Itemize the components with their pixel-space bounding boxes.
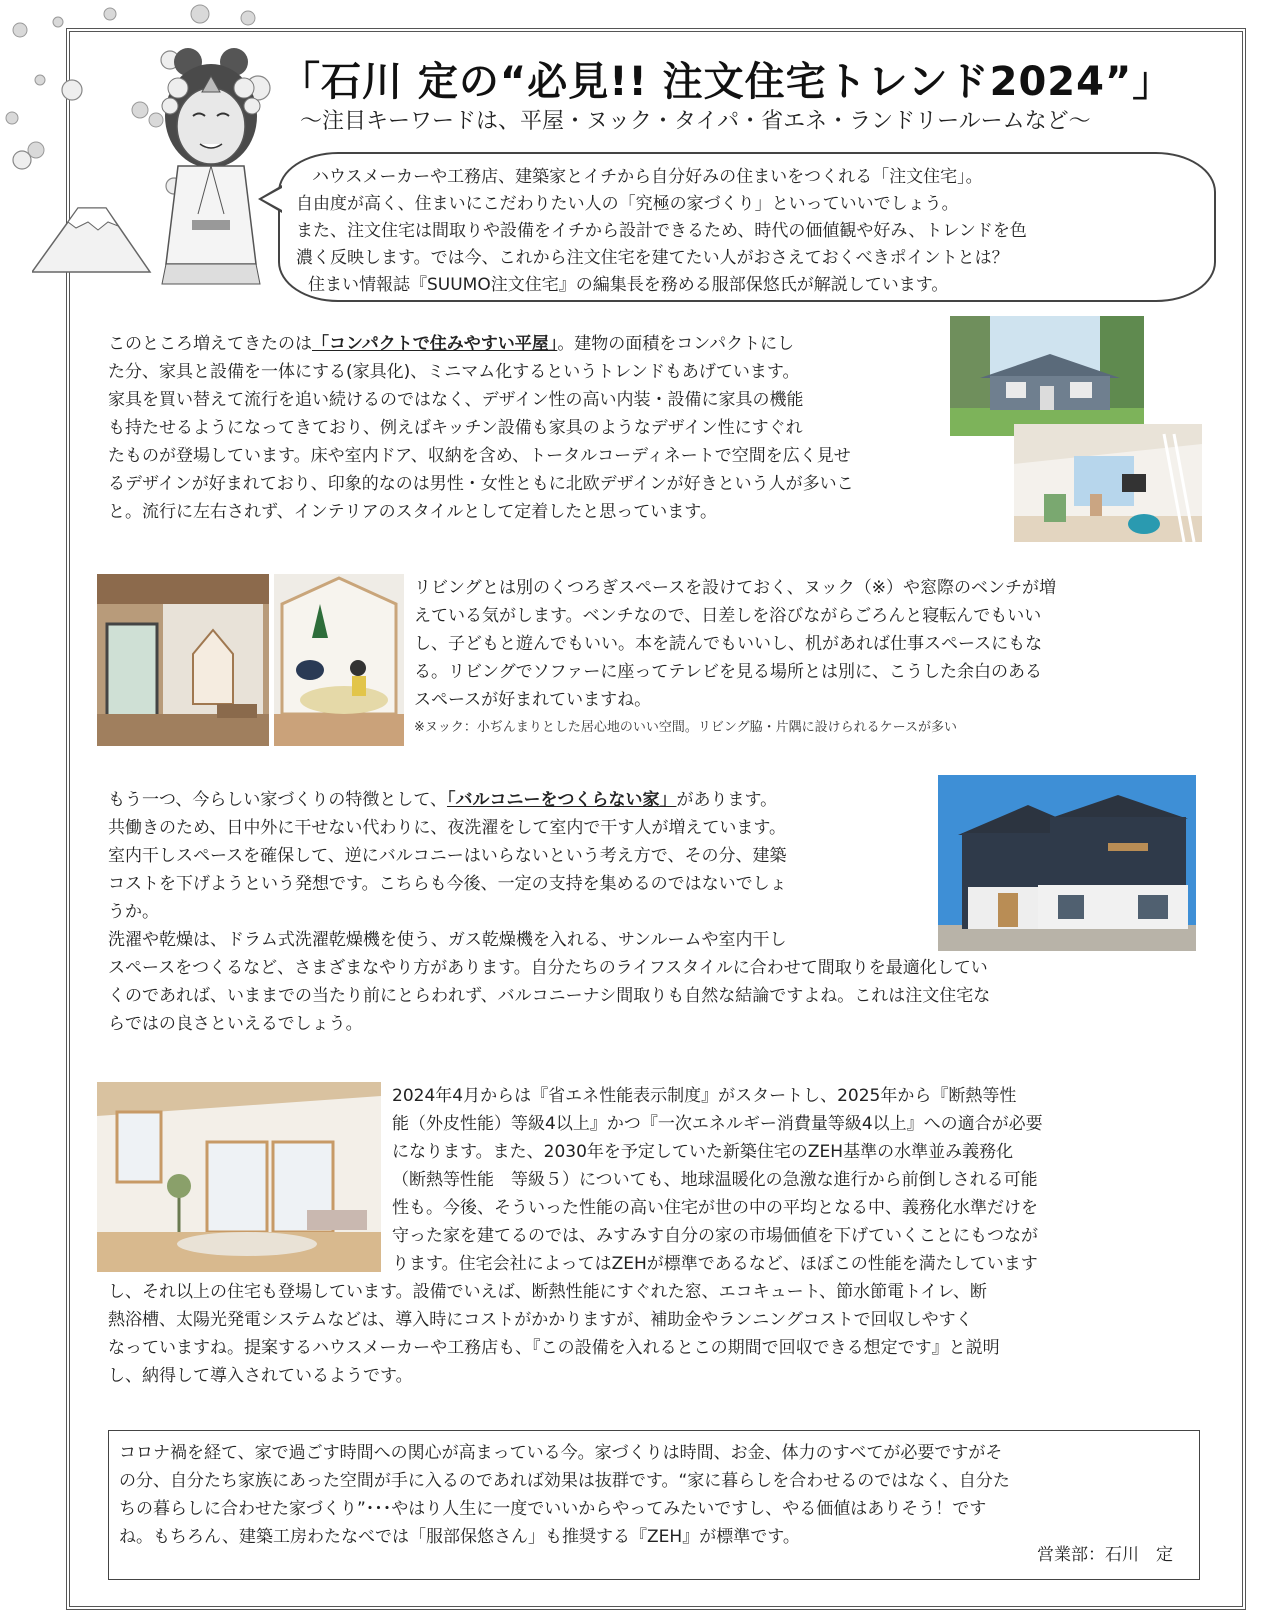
photo-kids-nook <box>274 574 404 746</box>
photo-bright-interior <box>97 1082 381 1272</box>
closing-message: コロナ禍を経て、家で過ごす時間への関心が高まっている今。家づくりは時間、お金、体力のすべてが必要ですがそ の分、自分たち家族にあった空間が手に入るのであれば効果は抜群です。“家に暮らしを合わせるのではなく、自分た ちの暮らしに合わせた家づくり”･･･やはり人生に一度でいいからやってみたいですし、やる価値はありそう！です ね。もちろん、建築工房わたなべでは「服部保悠さん」も推奨する『ZEH』が標準です。 営業部：石川 定 <box>108 1430 1200 1580</box>
section-nook: リビングとは別のくつろぎスペースを設けておく、ヌック（※）や窓際のベンチが増 えている気がします。ベンチなので、日差しを浴びながらごろんと寝転んでもいい し、子どもと遊んでもいい。本を読んでもいいし、机があれば仕事スペースにもな る。リビングでソファーに座ってテレビを見る場所とは別に、こうした余白のある スペースが好まれていますね。 ※ヌック：小ぢんまりとした居心地のいい空間。リビング脇・片隅に設けられるケースが多い <box>414 574 1194 742</box>
page-subtitle: ～注目キーワードは、平屋・ヌック・タイパ・省エネ・ランドリールームなど～ <box>300 109 1091 134</box>
photo-nook-room <box>97 574 269 746</box>
highlight-compact-house: 「コンパクトで住みやすい平屋」 <box>312 334 558 354</box>
photo-single-story-house <box>950 316 1144 436</box>
section-energy-saving: 2024年4月からは『省エネ性能表示制度』がスタートし、2025年から『断熱等性 能（外皮性能）等級4以上』かつ『一次エネルギー消費量等級4以上』への適合が必要 になります。また、2030年を予定していた新築住宅のZEH基準の水準並み義務化 （断熱等性能 等級５）についても、地球温暖化の急激な進行から前倒しされる可能 性も。今後、そういった性能の高い住宅が世の中の平均となる中、義務化水準だけを 守った家を建てるのでは、みすみす自分の家の市場価値を下げていくことにもつなが ります。住宅会社によってはZEHが標準であるなど、ほぼこの性能を満たしています <box>392 1086 1043 1274</box>
mount-fuji-icon <box>32 196 152 276</box>
intro-text: ハウスメーカーや工務店、建築家とイチから自分好みの住まいをつくれる「注文住宅」。 自由度が高く、住まいにこだわりたい人の「究極の家づくり」といっていいでしょう。 また、注文住宅は間取りや設備をイチから設計できるため、時代の価値観や好み、トレンドを色 濃く反映します。では今、これから注文住宅を建てたい人がおさえておくべきポイントとは？ 住まい情報誌『SUUMO注文住宅』の編集長を務める服部保悠氏が解説しています。 <box>296 167 1027 295</box>
page-title: 「石川 定の“必見!! 注文住宅トレンド2024”」 <box>280 59 1174 105</box>
highlight-no-balcony: 「バルコニーをつくらない家」 <box>446 790 677 810</box>
photo-two-story-house <box>938 775 1196 951</box>
section-compact-house: このところ増えてきたのは「コンパクトで住みやすい平屋」。建物の面積をコンパクトにし た分、家具と設備を一体にする(家具化)、ミニマム化するというトレンドもあげています。 家具を買い替えて流行を追い続けるのではなく、デザイン性の高い内装・設備に家具の機能 も持たせるようになってきており、例えばキッチン設備も家具のようなデザイン性にすぐれ たものが登場しています。床や室内ドア、収納を含め、トータルコーディネートで空間を広く見せ るデザインが好まれており、印象的なのは男性・女性ともに北欧デザインが好きという人が多いこ と。流行に左右されず、インテリアのスタイルとして定着したと思っています。 <box>108 334 854 522</box>
character-illustration <box>148 44 274 290</box>
photo-living-interior <box>1014 424 1202 542</box>
section-energy-saving-cont: し、それ以上の住宅も登場しています。設備でいえば、断熱性能にすぐれた窓、エコキュート、節水節電トイレ、断 熱浴槽、太陽光発電システムなどは、導入時にコストがかかりますが、補助金やランニングコストで回収しやすく なっていますね。提案するハウスメーカーや工務店も、『この設備を入れるとこの期間で回収できる想定です』と説明 し、納得して導入されているようです。 <box>108 1282 1000 1386</box>
section-no-balcony: もう一つ、今らしい家づくりの特徴として、「バルコニーをつくらない家」があります。 共働きのため、日中外に干せない代わりに、夜洗濯をして室内で干す人が増えています。 室内干しスペースを確保して、逆にバルコニーはいらないという考え方で、その分、建築 コストを下げようという発想です。こちらも今後、一定の支持を集めるのではないでしょ うか。 洗濯や乾燥は、ドラム式洗濯乾燥機を使う、ガス乾燥機を入れる、サンルームや室内干し スペースをつくるなど、さまざまなやり方があります。自分たちのライフスタイルに合わせて間取りを最適化してい くのであれば、いままでの当たり前にとらわれず、バルコニーナシ間取りも自然な結論ですよね。これは注文住宅な らではの良さといえるでしょう。 <box>108 790 991 1034</box>
author-signature: 営業部：石川 定 <box>1037 1545 1173 1565</box>
nook-note: ※ヌック：小ぢんまりとした居心地のいい空間。リビング脇・片隅に設けられるケースが多い <box>414 720 957 735</box>
